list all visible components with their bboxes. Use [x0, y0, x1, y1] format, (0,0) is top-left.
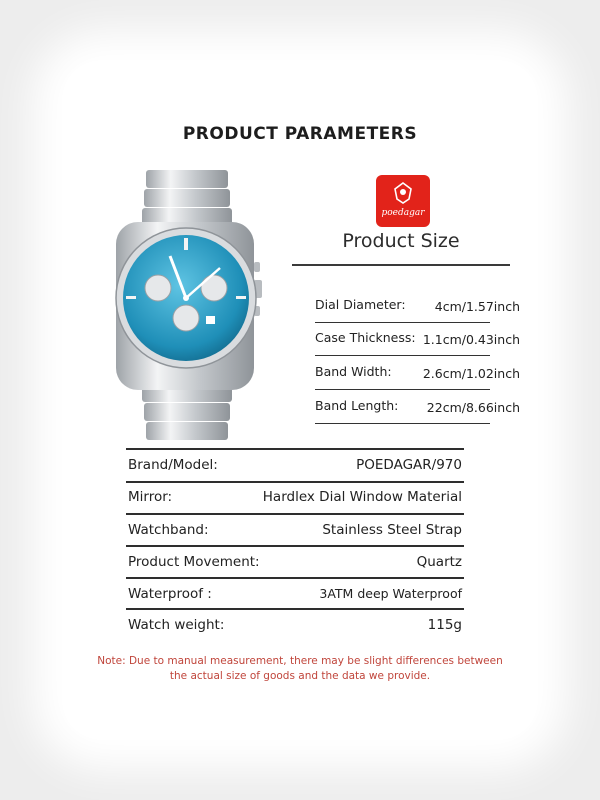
spec-row-movement — [126, 550, 464, 576]
size-value: 22cm/8.66inch — [426, 400, 520, 415]
spec-value: 115g — [427, 617, 462, 633]
spec-value: POEDAGAR/970 — [356, 457, 462, 473]
size-underline — [315, 322, 490, 323]
spec-divider — [126, 545, 464, 547]
spec-label: Product Movement: — [128, 554, 260, 570]
note-line-1: Note: Due to manual measurement, there may be slight differences between — [97, 655, 503, 667]
watch-image — [108, 170, 268, 450]
size-label: Dial Diameter: — [315, 297, 406, 312]
size-row-band-width — [315, 364, 520, 386]
size-label: Case Thickness: — [315, 330, 416, 345]
spec-row-weight — [126, 613, 464, 639]
spec-label: Watchband: — [128, 522, 209, 538]
spec-label: Mirror: — [128, 489, 173, 505]
size-row-band-length — [315, 398, 520, 420]
size-underline — [315, 355, 490, 356]
spec-row-brand-model — [126, 453, 464, 479]
measurement-note — [90, 654, 510, 684]
size-row-dial-diameter — [315, 297, 520, 319]
page-title: PRODUCT PARAMETERS — [182, 124, 418, 144]
spec-value: Quartz — [416, 554, 462, 570]
spec-value: Stainless Steel Strap — [322, 522, 462, 538]
note-line-2: the actual size of goods and the data we provide. — [169, 670, 431, 682]
spec-divider — [126, 448, 464, 450]
spec-row-mirror — [126, 485, 464, 511]
size-label: Band Width: — [315, 364, 392, 379]
size-underline — [315, 389, 490, 390]
svg-text:poedagar: poedagar — [381, 208, 425, 218]
spec-label: Watch weight: — [128, 617, 225, 633]
spec-divider — [126, 608, 464, 610]
size-value: 2.6cm/1.02inch — [422, 366, 520, 381]
size-underline — [315, 423, 490, 424]
spec-value: Hardlex Dial Window Material — [262, 489, 462, 505]
product-size-title: Product Size — [342, 230, 460, 252]
spec-row-watchband — [126, 518, 464, 544]
size-label: Band Length: — [315, 398, 399, 413]
spec-divider — [126, 481, 464, 483]
brand-logo — [376, 175, 430, 227]
spec-row-waterproof — [126, 582, 464, 608]
spec-divider — [126, 513, 464, 515]
size-row-case-thickness — [315, 330, 520, 352]
size-value: 1.1cm/0.43inch — [422, 332, 520, 347]
spec-divider — [126, 577, 464, 579]
spec-label: Brand/Model: — [128, 457, 218, 473]
size-value: 4cm/1.57inch — [434, 299, 520, 314]
spec-label: Waterproof : — [128, 586, 212, 602]
spec-value: 3ATM deep Waterproof — [319, 586, 462, 601]
size-title-divider — [292, 264, 510, 266]
